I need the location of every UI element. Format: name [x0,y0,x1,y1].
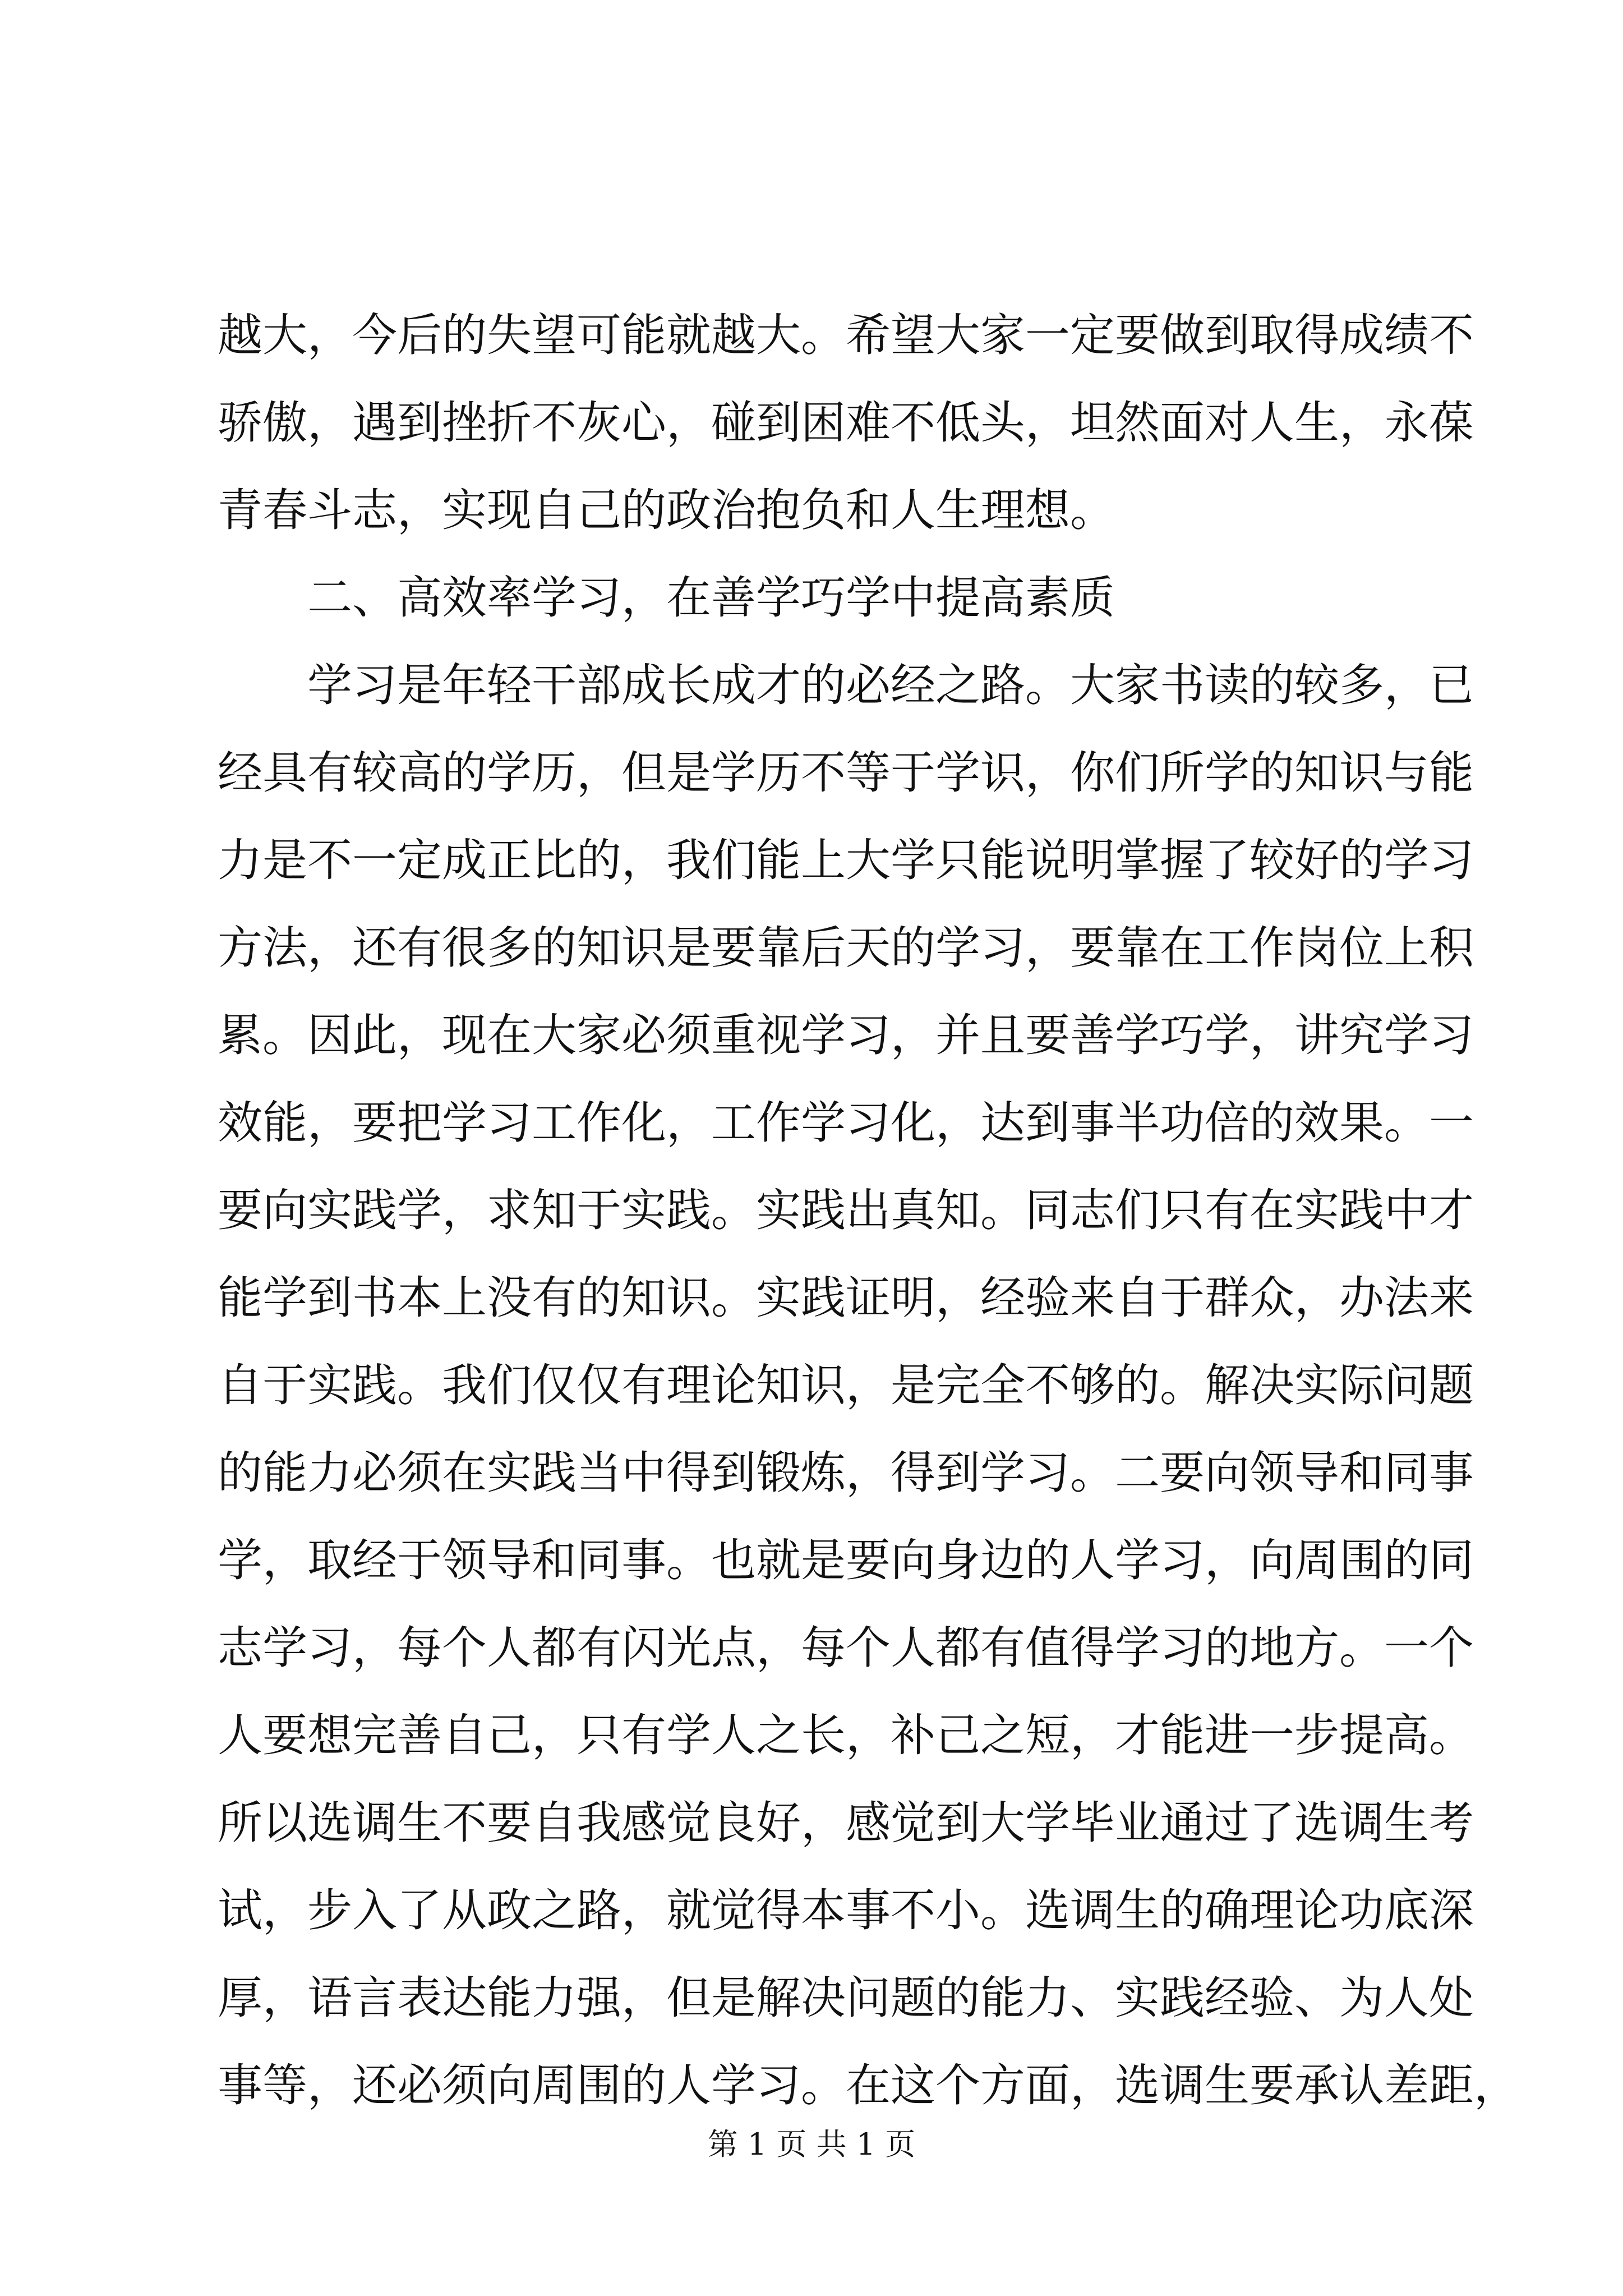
text-line: 所以选调生不要自我感觉良好，感觉到大学毕业通过了选调生考 [218,1797,1474,1849]
text-line: 试，步入了从政之路，就觉得本事不小。选调生的确理论功底深 [218,1884,1474,1936]
text-line: 志学习，每个人都有闪光点，每个人都有值得学习的地方。一个 [218,1622,1474,1674]
text-line: 能学到书本上没有的知识。实践证明，经验来自于群众，办法来 [218,1272,1474,1324]
text-line: 自于实践。我们仅仅有理论知识，是完全不够的。解决实际问题 [218,1359,1474,1411]
text-line: 要向实践学，求知于实践。实践出真知。同志们只有在实践中才 [218,1184,1474,1236]
text-line: 累。因此，现在大家必须重视学习，并且要善学巧学，讲究学习 [218,1009,1474,1061]
section-heading: 二、高效率学习，在善学巧学中提高素质 [307,572,1115,624]
text-line: 力是不一定成正比的，我们能上大学只能说明掌握了较好的学习 [218,834,1474,886]
page-footer: 第 1 页 共 1 页 [707,2127,916,2162]
text-line: 方法，还有很多的知识是要靠后天的学习，要靠在工作岗位上积 [218,922,1474,974]
text-line: 效能，要把学习工作化，工作学习化，达到事半功倍的效果。一 [218,1097,1474,1149]
text-line: 骄傲，遇到挫折不灰心，碰到困难不低头，坦然面对人生，永葆 [218,397,1474,449]
text-line: 事等，还必须向周围的人学习。在这个方面，选调生要承认差距， [218,2059,1519,2111]
text-line: 人要想完善自己，只有学人之长，补己之短，才能进一步提高。 [218,1709,1474,1761]
text-line: 学习是年轻干部成长成才的必经之路。大家书读的较多，已 [307,659,1474,711]
text-line: 厚，语言表达能力强，但是解决问题的能力、实践经验、为人处 [218,1972,1474,2024]
text-line: 学，取经于领导和同事。也就是要向身边的人学习，向周围的同 [218,1534,1474,1586]
body-text [218,292,1519,2129]
text-line: 青春斗志，实现自己的政治抱负和人生理想。 [218,484,1115,536]
text-line: 越大，今后的失望可能就越大。希望大家一定要做到取得成绩不 [218,309,1474,361]
text-line: 的能力必须在实践当中得到锻炼，得到学习。二要向领导和同事 [218,1447,1474,1499]
text-line: 经具有较高的学历，但是学历不等于学识，你们所学的知识与能 [218,747,1474,799]
